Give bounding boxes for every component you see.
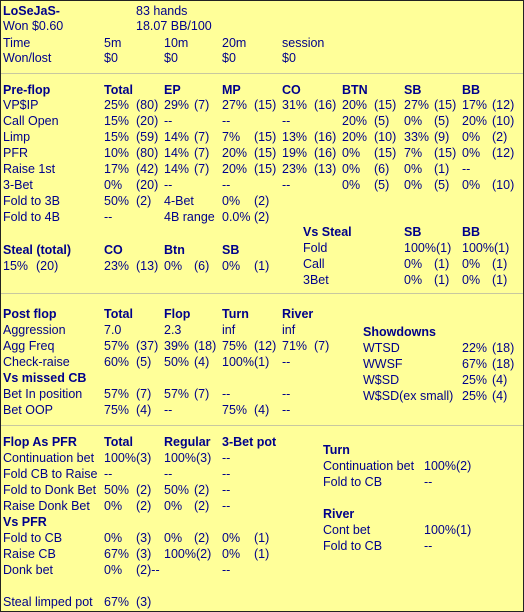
postflop-stat-value: 71% [282,339,308,353]
steal-header: Steal (total) [3,243,72,257]
steal-value: (6) [194,259,210,273]
postflop-header: River [282,307,314,321]
postflop-stat-value: (12) [254,339,277,353]
postflop-stat-value: 7.0 [104,323,122,337]
vs-steal-value: (1) [434,273,450,287]
vs-pfr-header: Vs PFR [3,515,47,529]
preflop-stat-label: Call Open [3,114,59,128]
preflop-stat-value: 14% [164,162,190,176]
steal-value: 23% [104,259,130,273]
time-header: 5m [104,36,122,50]
missed-cb-value: (7) [136,387,152,401]
preflop-stat-value: (16) [314,130,337,144]
flop-pfr-value: -- [222,451,231,465]
vs-steal-header: BB [462,225,481,239]
won-amount: Won $0.60 [3,19,64,33]
missed-cb-value: -- [222,387,231,401]
vs-pfr-value: -- [222,563,231,577]
postflop-stat-value: -- [282,355,291,369]
preflop-stat-value: 0% [104,178,123,192]
fold-4bet: 0.0% [222,210,251,224]
missed-cb-value: -- [282,387,291,401]
vs-steal-label: Fold [303,241,328,255]
vs-steal-value: 100%(1) [404,241,452,255]
time-header: 10m [164,36,189,50]
preflop-stat-value: (42) [136,162,159,176]
missed-cb-value: 57% [164,387,190,401]
preflop-stat-value: 20% [342,114,368,128]
vs-pfr-value: (2)-- [136,563,160,577]
preflop-stat-value: (12) [492,98,515,112]
preflop-stat-value: 0% [404,114,423,128]
preflop-stat-value: (13) [314,162,337,176]
preflop-stat-value: 10% [104,146,130,160]
flop-pfr-value: 50% [104,483,130,497]
postflop-stat-value: 50% [164,355,190,369]
postflop-stat-value: (18) [194,339,217,353]
preflop-stat-value: (6) [374,162,390,176]
preflop-stat-value: 0% [404,178,423,192]
postflop-stat-value: 100%(1) [222,355,270,369]
preflop-stat-value: (2) [492,130,508,144]
river-header: River [323,507,355,521]
preflop-stat-value: 25% [104,98,130,112]
missed-cb-value: 57% [104,387,130,401]
time-header: session [282,36,325,50]
preflop-stat-label: Limp [3,130,31,144]
preflop-stat-value: 0% [404,162,423,176]
showdown-value: 22% [462,341,488,355]
flop-pfr-value: 100%(3) [164,451,212,465]
vs-pfr-label: Donk bet [3,563,54,577]
flop-pfr-header: 3-Bet pot [222,435,277,449]
vs-pfr-value: 0% [104,531,123,545]
postflop-stat-value: (37) [136,339,159,353]
steal-value: 15% [3,259,29,273]
preflop-stat-value: -- [164,114,173,128]
vs-pfr-value: (1) [254,531,270,545]
postflop-stat-value: 2.3 [164,323,182,337]
steal-header: SB [222,243,240,257]
preflop-stat-label: VP$IP [3,98,39,112]
steal-value: (1) [254,259,270,273]
preflop-stat-label: 3-Bet [3,178,33,192]
preflop-stat-value: (15) [254,130,277,144]
steal-value: (20) [36,259,59,273]
flop-pfr-value: 50% [164,483,190,497]
steal-header: CO [104,243,123,257]
turn-label: Continuation bet [323,459,415,473]
preflop-stat-value: (7) [194,162,210,176]
flop-pfr-value: -- [222,499,231,513]
preflop-stat-value: 0% [462,130,481,144]
steal-limped-pot: (3) [136,595,152,609]
preflop-header: MP [222,83,241,97]
preflop-stat-value: 15% [104,130,130,144]
showdown-count: (4) [492,373,508,387]
missed-cb-value: (4) [254,403,270,417]
preflop-stat-label: PFR [3,146,28,160]
river-value: 100%(1) [424,523,472,537]
preflop-stat-value: 27% [222,98,248,112]
flop-pfr-label: Raise Donk Bet [3,499,90,513]
preflop-header: BTN [342,83,368,97]
fold-3bet: 50% [104,194,130,208]
missed-cb-value: (4) [136,403,152,417]
vs-pfr-value: 67% [104,547,130,561]
section-divider [1,73,523,74]
preflop-stat-value: (15) [374,98,397,112]
preflop-stat-value: 17% [104,162,130,176]
vs-steal-header: Vs Steal [303,225,352,239]
preflop-stat-value: (10) [492,114,515,128]
fold-4bet: 4B range [164,210,215,224]
missed-cb-value: -- [164,403,173,417]
flop-pfr-value: (2) [136,499,152,513]
preflop-stat-value: (20) [136,114,159,128]
postflop-header: Turn [222,307,249,321]
preflop-stat-value: 0% [342,162,361,176]
river-label: Cont bet [323,523,371,537]
postflop-stat-value: (7) [314,339,330,353]
showdowns-header: Showdowns [363,325,436,339]
won-lost-cell: $0 [164,51,178,65]
preflop-stat-value: 15% [104,114,130,128]
postflop-stat-label: Agg Freq [3,339,55,353]
preflop-stat-value: (5) [374,178,390,192]
postflop-stat-value: (4) [194,355,210,369]
preflop-stat-value: -- [164,178,173,192]
preflop-stat-value: (16) [314,146,337,160]
vs-pfr-value: (2) [194,531,210,545]
flop-pfr-value: -- [222,467,231,481]
vs-steal-value: (1) [492,257,508,271]
preflop-stat-value: 29% [164,98,190,112]
missed-cb-label: Bet OOP [3,403,54,417]
vs-steal-value: 0% [404,257,423,271]
preflop-stat-value: (5) [374,114,390,128]
preflop-header: BB [462,83,481,97]
river-value: -- [424,539,433,553]
preflop-stat-value: (20) [136,178,159,192]
fold-3bet: 4-Bet [164,194,194,208]
showdown-label: W$SD [363,373,400,387]
preflop-header: Total [104,83,133,97]
preflop-stat-value: -- [282,114,291,128]
postflop-header: Total [104,307,133,321]
vs-steal-value: (1) [434,257,450,271]
preflop-stat-value: (15) [434,146,457,160]
showdown-count: (4) [492,389,508,403]
river-label: Fold to CB [323,539,383,553]
missed-cb-label: Bet In position [3,387,83,401]
preflop-stat-value: -- [282,178,291,192]
preflop-stat-value: 20% [222,162,248,176]
preflop-stat-value: (5) [434,114,450,128]
preflop-stat-value: (10) [374,130,397,144]
flop-pfr-value: 100%(3) [104,451,152,465]
fold-3bet: 0% [222,194,241,208]
flop-pfr-label: Fold to Donk Bet [3,483,97,497]
vs-steal-label: Call [303,257,325,271]
time-header: 20m [222,36,247,50]
preflop-stat-value: (80) [136,146,159,160]
vs-pfr-label: Fold to CB [3,531,63,545]
preflop-stat-value: (15) [434,98,457,112]
flop-pfr-label: Fold CB to Raise [3,467,98,481]
vs-pfr-value: 0% [222,531,241,545]
steal-limped-pot: 67% [104,595,130,609]
preflop-stat-value: (15) [254,162,277,176]
flop-pfr-value: (2) [194,499,210,513]
preflop-stat-value: -- [222,114,231,128]
preflop-stat-value: 19% [282,146,308,160]
turn-value: 100%(2) [424,459,472,473]
flop-pfr-value: (2) [194,483,210,497]
preflop-stat-value: 7% [222,130,241,144]
missed-cb-value: 75% [104,403,130,417]
vs-pfr-value: 100%(2) [164,547,212,561]
preflop-stat-value: 20% [222,146,248,160]
vs-steal-value: 0% [462,273,481,287]
flop-pfr-value: (2) [136,483,152,497]
fold-3bet: (2) [136,194,152,208]
flop-pfr-value: -- [164,467,173,481]
preflop-stat-value: (7) [194,130,210,144]
postflop-stat-value: inf [282,323,296,337]
vs-steal-value: 0% [404,273,423,287]
showdown-label: W$SD(ex small) [363,389,454,403]
vs-pfr-value: (1) [254,547,270,561]
won-lost-cell: $0 [104,51,118,65]
preflop-stat-value: (9) [434,130,450,144]
won-lost-cell: Won/lost [3,51,52,65]
preflop-stat-value: 27% [404,98,430,112]
fold-4bet: (2) [254,210,270,224]
postflop-stat-value: 60% [104,355,130,369]
postflop-header: Post flop [3,307,57,321]
missed-cb-value: (7) [194,387,210,401]
preflop-stat-value: 31% [282,98,308,112]
steal-limped-pot: Steal limped pot [3,595,93,609]
preflop-header: CO [282,83,301,97]
postflop-header: Flop [164,307,191,321]
preflop-stat-value: 0% [462,146,481,160]
vs-pfr-label: Raise CB [3,547,56,561]
turn-header: Turn [323,443,350,457]
preflop-header: SB [404,83,422,97]
flop-pfr-value: 0% [104,499,123,513]
bb-rate: 18.07 BB/100 [136,19,212,33]
postflop-stat-value: inf [222,323,236,337]
steal-value: 0% [222,259,241,273]
player-name: LoSeJaS- [3,4,60,18]
preflop-stat-value: 20% [342,98,368,112]
preflop-stat-value: (10) [492,178,515,192]
preflop-stat-value: 7% [404,146,423,160]
preflop-header: EP [164,83,181,97]
fold-4bet: Fold to 4B [3,210,60,224]
section-divider [1,293,523,294]
preflop-header: Pre-flop [3,83,51,97]
preflop-stat-value: (15) [254,98,277,112]
vs-steal-value: 100%(1) [462,241,510,255]
postflop-stat-value: 57% [104,339,130,353]
showdown-count: (18) [492,341,515,355]
hands-count: 83 hands [136,4,188,18]
vs-steal-value: (1) [492,273,508,287]
postflop-stat-value: (5) [136,355,152,369]
vs-steal-header: SB [404,225,422,239]
showdown-label: WWSF [363,357,403,371]
preflop-stat-value: 0% [342,178,361,192]
preflop-stat-value: (16) [314,98,337,112]
postflop-stat-label: Aggression [3,323,66,337]
flop-pfr-value: -- [222,483,231,497]
preflop-stat-value: 33% [404,130,430,144]
fold-3bet: (2) [254,194,270,208]
flop-pfr-header: Regular [164,435,211,449]
preflop-stat-value: (15) [254,146,277,160]
postflop-stat-value: 39% [164,339,190,353]
preflop-stat-value: (80) [136,98,159,112]
vs-pfr-value: 0% [222,547,241,561]
time-header: Time [3,36,31,50]
won-lost-cell: $0 [282,51,296,65]
fold-3bet: Fold to 3B [3,194,60,208]
vs-pfr-value: (3) [136,547,152,561]
preflop-stat-value: (7) [194,98,210,112]
showdown-value: 67% [462,357,488,371]
vs-pfr-value: (3) [136,531,152,545]
showdown-label: WTSD [363,341,400,355]
preflop-stat-value: 0% [342,146,361,160]
preflop-stat-value: (7) [194,146,210,160]
won-lost-cell: $0 [222,51,236,65]
missed-cb-value: -- [282,403,291,417]
postflop-stat-value: 75% [222,339,248,353]
vs-pfr-value: 0% [164,531,183,545]
preflop-stat-value: (12) [492,146,515,160]
fold-4bet: -- [104,210,113,224]
turn-value: -- [424,475,433,489]
preflop-stat-value: -- [222,178,231,192]
preflop-stat-value: 14% [164,130,190,144]
turn-label: Fold to CB [323,475,383,489]
showdown-value: 25% [462,389,488,403]
preflop-stat-value: 23% [282,162,308,176]
flop-pfr-label: Continuation bet [3,451,95,465]
preflop-stat-value: 0% [462,178,481,192]
vs-steal-value: 0% [462,257,481,271]
preflop-stat-value: (15) [374,146,397,160]
flop-pfr-value: -- [104,467,113,481]
steal-value: (13) [136,259,159,273]
preflop-stat-value: 14% [164,146,190,160]
preflop-stat-value: 17% [462,98,488,112]
vs-pfr-value: 0% [104,563,123,577]
section-divider [1,425,523,426]
showdown-value: 25% [462,373,488,387]
preflop-stat-value: (1) [434,162,450,176]
preflop-stat-value: 20% [342,130,368,144]
vs-missed-cb-header: Vs missed CB [3,371,87,385]
preflop-stat-value: 20% [462,114,488,128]
preflop-stat-value: (59) [136,130,159,144]
flop-pfr-value: 0% [164,499,183,513]
preflop-stat-value: (5) [434,178,450,192]
steal-value: 0% [164,259,183,273]
flop-pfr-header: Flop As PFR [3,435,77,449]
flop-pfr-header: Total [104,435,133,449]
vs-steal-label: 3Bet [303,273,329,287]
postflop-stat-label: Check-raise [3,355,70,369]
showdown-count: (18) [492,357,515,371]
preflop-stat-label: Raise 1st [3,162,56,176]
missed-cb-value: 75% [222,403,248,417]
preflop-stat-value: 13% [282,130,308,144]
preflop-stat-value: -- [462,162,471,176]
steal-header: Btn [164,243,185,257]
